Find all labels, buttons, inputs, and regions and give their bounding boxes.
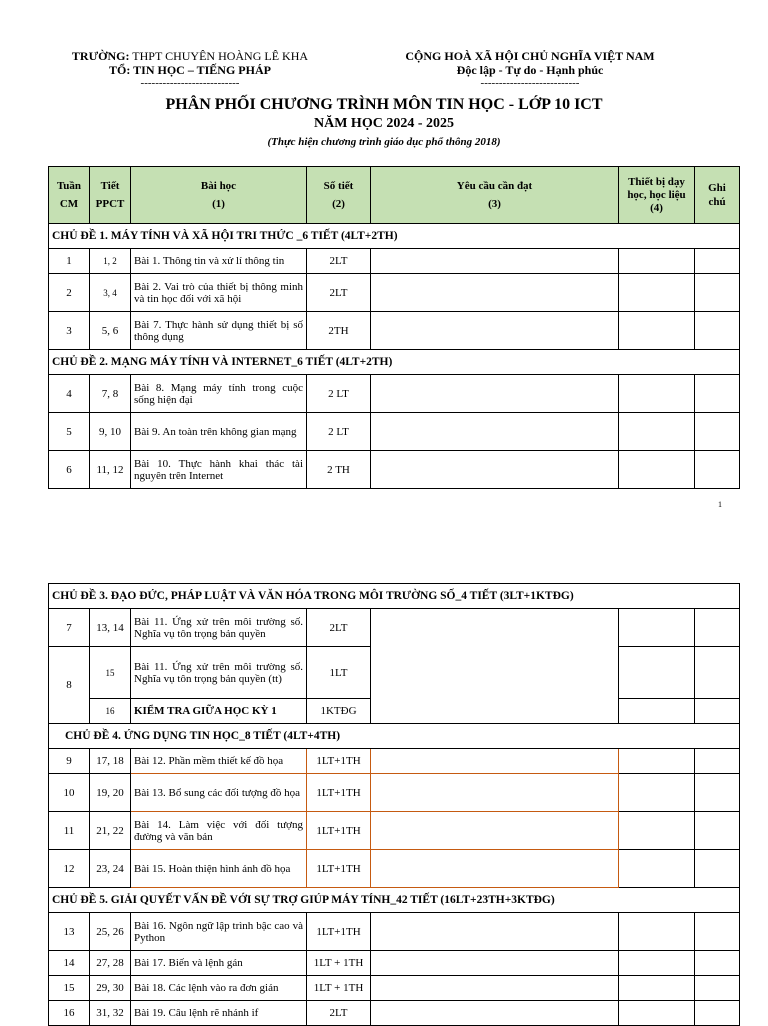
topic-heading: CHỦ ĐỀ 5. GIẢI QUYẾT VẤN ĐỀ VỚI SỰ TRỢ GIÚP MÁY TÍNH_42 TIẾT (16LT+23TH+3KTĐG)	[49, 888, 740, 913]
col-requirements: Yêu cầu cần đạt (3)	[371, 167, 619, 224]
table-row: 11 21, 22 Bài 14. Làm việc với đối tượng đường và văn bản 1LT+1TH	[49, 812, 740, 850]
left-divider: ---------------------------	[140, 77, 240, 89]
table-row: 8 15 Bài 11. Ứng xử trên môi trường số. Nghĩa vụ tôn trọng bản quyền (tt) 1LT	[49, 647, 740, 699]
state-header	[395, 49, 665, 89]
school-label: TRƯỜNG:	[71, 49, 130, 63]
col-notes: Ghi chú	[695, 167, 740, 224]
curriculum-table-page-1	[48, 166, 740, 489]
curriculum-table-page-2	[48, 583, 740, 1026]
group-name: TIN HỌC – TIẾNG PHÁP	[133, 63, 271, 77]
table-row: 4 7, 8 Bài 8. Mạng máy tính trong cuộc sống hiện đại 2 LT	[49, 375, 740, 413]
table-row: 12 23, 24 Bài 15. Hoàn thiện hình ảnh đồ họa 1LT+1TH	[49, 850, 740, 888]
group-label: TỔ:	[109, 63, 131, 77]
school-name: THPT CHUYÊN HOÀNG LÊ KHA	[132, 49, 309, 63]
table-row: 7 13, 14 Bài 11. Ứng xử trên môi trường số. Nghĩa vụ tôn trọng bản quyền 2LT	[49, 609, 740, 647]
school-year: NĂM HỌC 2024 - 2025	[314, 116, 454, 131]
table-row: 1 1, 2 Bài 1. Thông tin và xử lí thông tin 2LT	[49, 249, 740, 274]
table-row: 6 11, 12 Bài 10. Thực hành khai thác tài nguyên trên Internet 2 TH	[49, 451, 740, 489]
topic-heading: CHỦ ĐỀ 1. MÁY TÍNH VÀ XÃ HỘI TRI THỨC _6 TIẾT (4LT+2TH)	[49, 224, 740, 249]
topic-heading: CHỦ ĐỀ 4. ỨNG DỤNG TIN HỌC_8 TIẾT (4LT+4TH)	[49, 724, 740, 749]
col-equipment: Thiết bị dạy học, học liệu (4)	[619, 167, 695, 224]
table-row: 13 25, 26 Bài 16. Ngôn ngữ lập trình bậc cao và Python 1LT+1TH	[49, 913, 740, 951]
col-lesson: Bài học (1)	[131, 167, 307, 224]
table-row: 15 29, 30 Bài 18. Các lệnh vào ra đơn giản 1LT + 1TH	[49, 976, 740, 1001]
right-divider: ---------------------------	[480, 77, 580, 89]
table-row: 5 9, 10 Bài 9. An toàn trên không gian mạng 2 LT	[49, 413, 740, 451]
table-row: 10 19, 20 Bài 13. Bổ sung các đối tượng đồ họa 1LT+1TH	[49, 774, 740, 812]
table-row: 14 27, 28 Bài 17. Biến và lệnh gán 1LT + 1TH	[49, 951, 740, 976]
motto: Độc lập - Tự do - Hạnh phúc	[456, 63, 604, 77]
table-row: 16 KIỂM TRA GIỮA HỌC KỲ 1 1KTĐG	[49, 699, 740, 724]
table-row: 16 31, 32 Bài 19. Câu lệnh rẽ nhánh if 2LT	[49, 1001, 740, 1026]
page-number: 1	[718, 500, 722, 509]
school-header	[60, 49, 320, 89]
col-period: Tiết PPCT	[90, 167, 131, 224]
topic-heading: CHỦ ĐỀ 2. MẠNG MÁY TÍNH VÀ INTERNET_6 TIẾT (4LT+2TH)	[49, 350, 740, 375]
subtitle: (Thực hiện chương trình giáo dục phổ thông 2018)	[267, 136, 501, 148]
table-row: 3 5, 6 Bài 7. Thực hành sử dụng thiết bị số thông dụng 2TH	[49, 312, 740, 350]
col-count: Số tiết (2)	[307, 167, 371, 224]
table-row: 2 3, 4 Bài 2. Vai trò của thiết bị thông minh và tin học đối với xã hội 2LT	[49, 274, 740, 312]
topic-heading: CHỦ ĐỀ 3. ĐẠO ĐỨC, PHÁP LUẬT VÀ VĂN HÓA TRONG MÔI TRƯỜNG SỐ_4 TIẾT (3LT+1KTĐG)	[49, 584, 740, 609]
col-week: Tuần CM	[49, 167, 90, 224]
country-name: CỘNG HOÀ XÃ HỘI CHỦ NGHĨA VIỆT NAM	[405, 49, 655, 63]
table-row: 9 17, 18 Bài 12. Phần mềm thiết kế đồ họa 1LT+1TH	[49, 749, 740, 774]
page-title: PHÂN PHỐI CHƯƠNG TRÌNH MÔN TIN HỌC - LỚP 10 ICT	[165, 96, 603, 113]
